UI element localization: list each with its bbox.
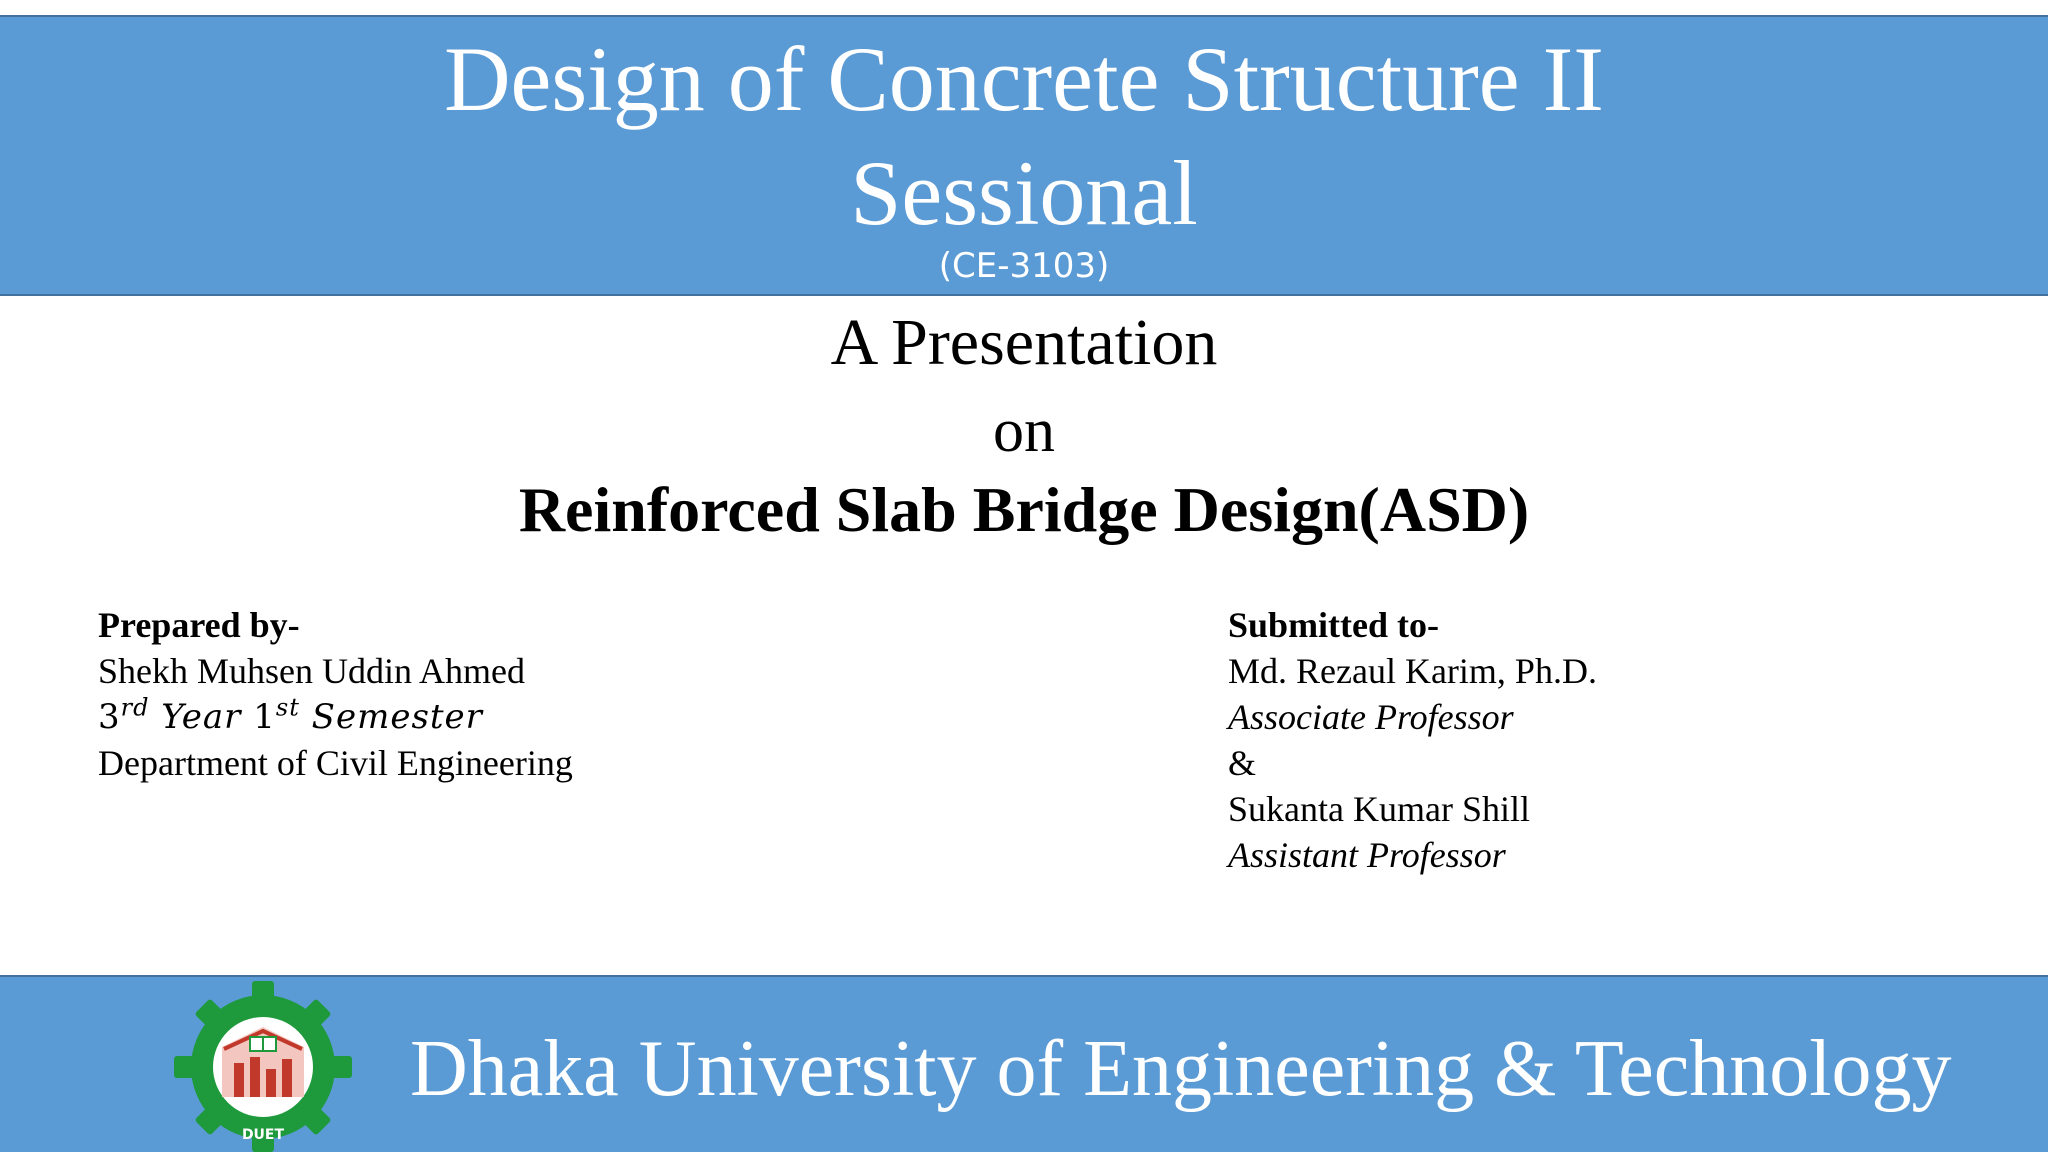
university-name: Dhaka University of Engineering & Technology: [410, 1025, 1952, 1113]
year-suffix: rd: [120, 693, 150, 722]
course-title-line2: Sessional: [850, 142, 1198, 244]
presenter-name: Shekh Muhsen Uddin Ahmed: [98, 651, 525, 691]
supervisor2-title: Assistant Professor: [1228, 835, 1506, 875]
course-title-line1: Design of Concrete Structure II: [444, 28, 1604, 130]
semester-word: Semester: [311, 697, 483, 737]
presenter-year-semester: [98, 694, 798, 740]
university-logo-icon: [172, 979, 354, 1152]
year-number: 3: [98, 697, 121, 737]
submitted-to-block: [1228, 602, 1988, 878]
semester-number: 1: [253, 697, 276, 737]
presentation-connector: on: [993, 397, 1055, 465]
year-word: Year: [161, 697, 242, 737]
footer-banner: [0, 975, 2048, 1152]
presentation-intro: A Presentation: [830, 306, 1218, 379]
course-code: (CE-3103): [938, 246, 1110, 286]
supervisor2-name: Sukanta Kumar Shill: [1228, 789, 1530, 829]
ampersand: &: [1228, 743, 1257, 783]
supervisor1-name: Md. Rezaul Karim, Ph.D.: [1228, 651, 1597, 691]
prepared-by-block: [98, 602, 798, 786]
prepared-by-heading: Prepared by-: [98, 605, 300, 645]
title-banner: [0, 15, 2048, 296]
semester-suffix: st: [275, 693, 300, 722]
logo-text: DUET: [241, 1127, 285, 1143]
supervisor1-title: Associate Professor: [1228, 697, 1514, 737]
presentation-topic: Reinforced Slab Bridge Design(ASD): [518, 474, 1530, 545]
presenter-department: Department of Civil Engineering: [98, 743, 573, 783]
submitted-to-heading: Submitted to-: [1228, 605, 1440, 645]
